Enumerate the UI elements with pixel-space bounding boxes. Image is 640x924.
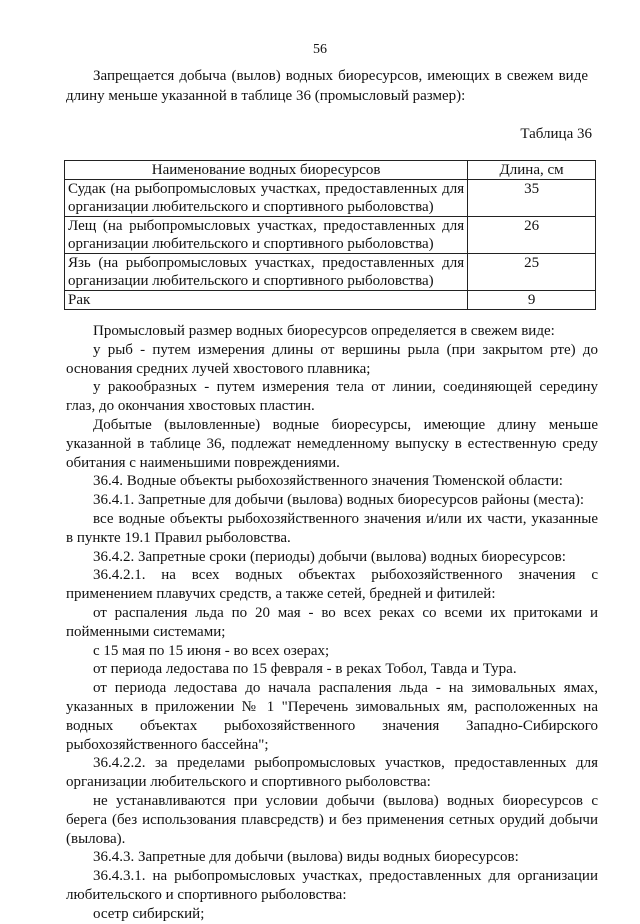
cell-species <box>65 254 468 291</box>
intro-line-2: длину меньше указанной в таблице 36 (промысловый размер): <box>66 88 466 104</box>
paragraph: от периода ледостава по 15 февраля - в реках Тобол, Тавда и Тура. <box>93 661 517 678</box>
header-name: Наименование водных биоресурсов <box>65 161 468 180</box>
cell-species <box>65 291 468 310</box>
cell-length: 35 <box>468 180 596 217</box>
paragraph: Промысловый размер водных биоресурсов определяется в свежем виде: <box>93 323 555 339</box>
table-row <box>65 254 596 291</box>
paragraph: осетр сибирский; <box>93 905 205 922</box>
size-table <box>64 160 596 310</box>
cell-species-line-1: Судак (на рыбопромысловых участках, предоставленных для <box>68 181 465 197</box>
cell-length: 25 <box>468 254 596 291</box>
table-row <box>65 180 596 217</box>
table-header-row <box>65 161 596 180</box>
cell-species-line-1: Лещ (на рыбопромысловых участках, предоставленных для <box>68 218 465 234</box>
intro-line-1: Запрещается добыча (вылов) водных биоресурсов, имеющих в свежем виде <box>93 68 588 84</box>
paragraph: 36.4.2. Запретные сроки (периоды) добычи (вылова) водных биоресурсов: <box>93 548 566 565</box>
table-row <box>65 291 596 310</box>
cell-species-line-1: Рак <box>68 292 91 308</box>
paragraph: с 15 мая по 15 июня - во всех озерах; <box>93 642 330 659</box>
body-text <box>66 322 598 924</box>
page-number: 56 <box>313 42 327 57</box>
paragraph: 36.4.3.1. на рыбопромысловых участках, предоставленных для организации любительского и спортивного рыболовства: <box>66 868 598 903</box>
cell-species <box>65 180 468 217</box>
paragraph: 36.4. Водные объекты рыбохозяйственного значения Тюменской области: <box>93 473 563 490</box>
paragraph: 36.4.2.1. на всех водных объектах рыбохозяйственного значения с применением плавучих средств, а также сетей, бредней и фитилей: <box>66 567 598 603</box>
cell-species-line-1: Язь (на рыбопромысловых участках, предоставленных для <box>68 255 465 271</box>
header-length: Длина, см <box>468 161 596 180</box>
paragraph: 36.4.3. Запретные для добычи (вылова) виды водных биоресурсов: <box>93 849 519 866</box>
paragraph: у рыб - путем измерения длины от вершины рыла (при закрытом рте) до основания средних лучей хвостового плавника; <box>66 341 598 377</box>
paragraph: Добытые (выловленные) водные биоресурсы, имеющие длину меньше указанной в таблице 36, подлежат немедленному выпуску в естественную среду обитания с наименьшими повреждениями. <box>66 416 598 471</box>
paragraph: 36.4.1. Запретные для добычи (вылова) водных биоресурсов районы (места): <box>93 492 585 509</box>
cell-species-line-2: организации любительского и спортивного рыболовства) <box>68 236 434 252</box>
cell-species <box>65 217 468 254</box>
paragraph: у ракообразных - путем измерения тела от линии, соединяющей середину глаз, до окончания хвостовых пластин. <box>66 379 598 415</box>
cell-length: 9 <box>468 291 596 310</box>
paragraph: 36.4.2.2. за пределами рыбопромысловых участков, предоставленных для организации любительского и спортивного рыболовства: <box>66 755 598 791</box>
paragraph: от распаления льда по 20 мая - во всех реках со всеми их притоками и пойменными системами; <box>66 604 598 640</box>
cell-species-line-2: организации любительского и спортивного рыболовства) <box>68 273 434 289</box>
paragraph: все водные объекты рыбохозяйственного значения и/или их части, указанные в пункте 19.1 Правил рыболовства. <box>66 510 598 546</box>
cell-species-line-2: организации любительского и спортивного рыболовства) <box>68 199 434 215</box>
cell-length: 26 <box>468 217 596 254</box>
table-caption: Таблица 36 <box>520 126 592 142</box>
table-row <box>65 217 596 254</box>
intro-paragraph <box>66 66 588 106</box>
paragraph: от периода ледостава до начала распаления льда - на зимовальных ямах, указанных в приложении № 1 "Перечень зимовальных ям, расположенных на водных объектах рыбохозяйственного значения Западно-Сибирского рыбохозяйственного бассейна"; <box>66 680 598 753</box>
paragraph: не устанавливаются при условии добычи (вылова) водных биоресурсов с берега (без использования плавсредств) и без применения сетных орудий добычи (вылова). <box>66 792 598 847</box>
